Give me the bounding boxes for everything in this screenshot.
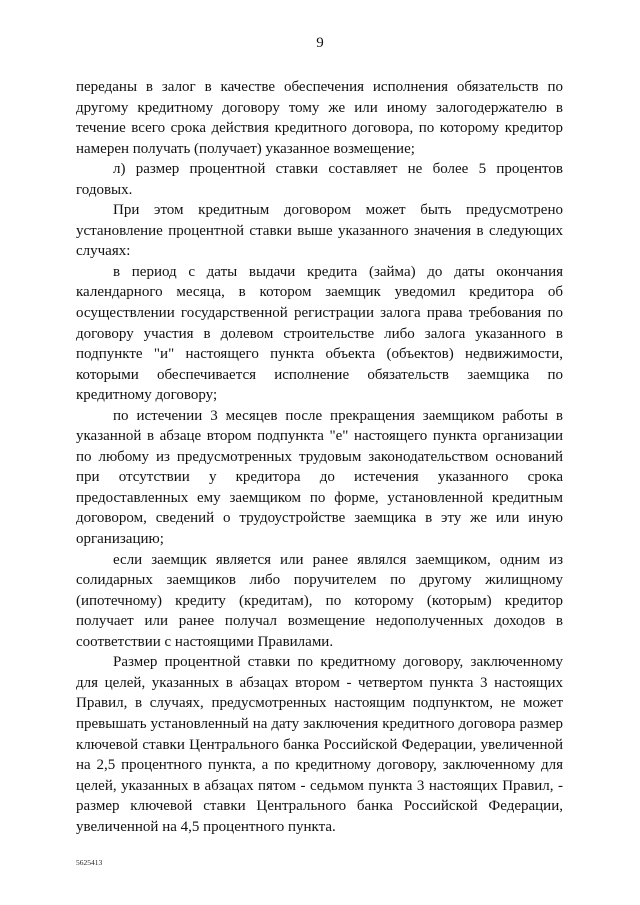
- paragraph-higher-rate-cases: При этом кредитным договором может быть предусмотрено установление процентной ставки выше указанного значения в следующих случаях:: [76, 202, 563, 260]
- paragraph-subclause-l: л) размер процентной ставки составляет не более 5 процентов годовых.: [76, 161, 563, 198]
- document-code: 5625413: [76, 858, 103, 867]
- paragraph-case-other-loan: если заемщик является или ранее являлся заемщиком, одним из солидарных заемщиков либо поручителем по другому жилищному (ипотечному) кредиту (кредитам), по которому (которым) кредитор получает или ранее получал возмещение недополученных доходов в соответствии с настоящими Правилами.: [76, 551, 563, 650]
- document-body: [76, 77, 563, 837]
- paragraph-case-employment-termination: по истечении 3 месяцев после прекращения заемщиком работы в указанной в абзаце втором подпункта "е" настоящего пункта организации по любому из предусмотренных трудовым законодательством оснований при отсутствии у кредитора до истечения указанного срока предоставленных ему заемщиком по форме, установленной кредитным договором, сведений о трудоустройстве заемщика в эту же или иную организацию;: [76, 407, 563, 548]
- paragraph-case-registration-period: в период с даты выдачи кредита (займа) до даты окончания календарного месяца, в котором заемщик уведомил кредитора об осуществлении государственной регистрации залога права требования по договору участия в долевом строительстве либо залога указанного в подпункте "и" настоящего пункта объекта (объектов) недвижимости, которыми обеспечивается исполнение обязательств заемщика по кредитному договору;: [76, 263, 563, 404]
- paragraph-rate-limits: Размер процентной ставки по кредитному договору, заключенному для целей, указанных в абзацах втором - четвертом пункта 3 настоящих Правил, в случаях, предусмотренных настоящим подпунктом, не может превышать установленный на дату заключения кредитного договора размер ключевой ставки Центрального банка Российской Федерации, увеличенной на 2,5 процентного пункта, а по кредитному договору, заключенному для целей, указанных в абзацах пятом - седьмом пункта 3 настоящих Правил, - размер ключевой ставки Центрального банка Российской Федерации, увеличенной на 4,5 процентного пункта.: [76, 654, 563, 835]
- paragraph-pledge-continuation: переданы в залог в качестве обеспечения исполнения обязательств по другому кредитному договору тому же или иному залогодержателю в течение всего срока действия кредитного договора, по которому кредитор намерен получать (получает) указанное возмещение;: [76, 79, 563, 157]
- page-number: 9: [316, 35, 324, 51]
